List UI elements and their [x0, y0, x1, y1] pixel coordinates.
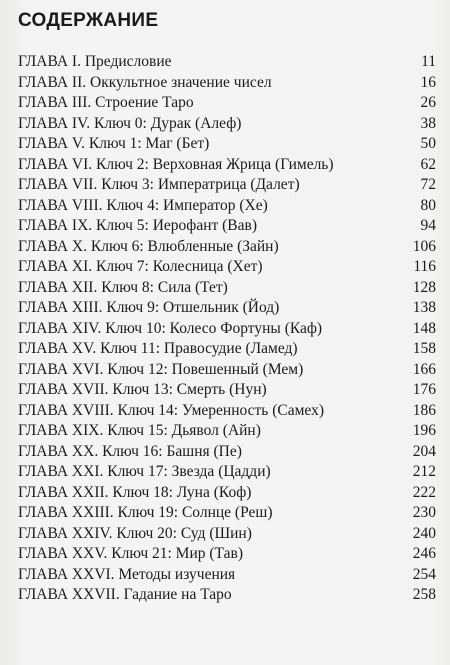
toc-entry-title: ГЛАВА XV. Ключ 11: Правосудие (Ламед) [18, 340, 298, 357]
toc-entry-title: ГЛАВА XIV. Ключ 10: Колесо Фортуны (Каф) [18, 319, 323, 337]
toc-entry-page-number: 186 [412, 401, 436, 419]
toc-entry-title: ГЛАВА XXV. Ключ 21: Мир (Тав) [18, 545, 243, 562]
toc-entry-title: ГЛАВА I. Предисловие [18, 53, 172, 70]
toc-entry [18, 134, 436, 155]
toc-entry [18, 175, 436, 196]
toc-entry-page-number: 246 [412, 545, 436, 562]
toc-entry-title: ГЛАВА IV. Ключ 0: Дурак (Алеф) [18, 114, 242, 132]
table-of-contents [18, 52, 436, 606]
toc-entry [18, 565, 436, 586]
toc-entry [18, 196, 436, 217]
toc-entry-page-number: 80 [420, 196, 436, 214]
toc-entry-title: ГЛАВА XXIII. Ключ 19: Солнце (Реш) [18, 504, 273, 521]
toc-entry-title: ГЛАВА XVI. Ключ 12: Повешенный (Мем) [18, 360, 304, 378]
toc-entry-title: ГЛАВА XXI. Ключ 17: Звезда (Цадди) [18, 463, 271, 480]
toc-entry-page-number: 222 [412, 483, 436, 501]
toc-entry [18, 155, 436, 176]
toc-entry-page-number: 16 [420, 73, 436, 91]
page-title: СОДЕРЖАНИЕ [18, 10, 159, 31]
toc-entry-title: ГЛАВА XX. Ключ 16: Башня (Пе) [18, 442, 242, 460]
toc-entry-title: ГЛАВА III. Строение Таро [18, 94, 194, 111]
toc-entry [18, 544, 436, 565]
toc-entry-title: ГЛАВА XVII. Ключ 13: Смерть (Нун) [18, 381, 267, 398]
toc-entry-title: ГЛАВА VII. Ключ 3: Императрица (Далет) [18, 176, 300, 193]
toc-entry [18, 216, 436, 237]
toc-entry-title: ГЛАВА XI. Ключ 7: Колесница (Хет) [18, 258, 263, 275]
toc-entry-page-number: 258 [412, 586, 436, 603]
toc-entry-title: ГЛАВА XVIII. Ключ 14: Умеренность (Самех) [18, 401, 324, 419]
toc-entry-title: ГЛАВА XXVII. Гадание на Таро [18, 586, 232, 603]
toc-entry-page-number: 204 [412, 442, 436, 460]
toc-entry [18, 462, 436, 483]
toc-entry-page-number: 230 [412, 504, 436, 521]
toc-entry-page-number: 128 [412, 278, 436, 296]
toc-entry-page-number: 254 [412, 565, 436, 583]
toc-entry [18, 278, 436, 299]
toc-entry-page-number: 72 [420, 176, 436, 193]
toc-entry-page-number: 240 [412, 524, 436, 542]
toc-entry-page-number: 166 [412, 360, 436, 378]
toc-entry-page-number: 176 [412, 381, 436, 398]
toc-entry-title: ГЛАВА XXIV. Ключ 20: Суд (Шин) [18, 524, 252, 542]
toc-entry [18, 524, 436, 545]
toc-entry [18, 401, 436, 422]
toc-entry-page-number: 116 [413, 258, 436, 275]
toc-entry [18, 52, 436, 73]
toc-entry-title: ГЛАВА XIII. Ключ 9: Отшельник (Йод) [18, 299, 280, 316]
toc-entry [18, 503, 436, 524]
toc-entry [18, 585, 436, 606]
toc-entry-page-number: 26 [420, 94, 436, 111]
toc-entry [18, 93, 436, 114]
toc-entry [18, 421, 436, 442]
toc-entry-page-number: 148 [412, 319, 436, 337]
toc-entry-page-number: 38 [420, 114, 436, 132]
toc-entry [18, 73, 436, 94]
toc-entry-page-number: 11 [421, 53, 436, 70]
toc-entry [18, 114, 436, 135]
toc-entry [18, 237, 436, 258]
toc-entry-page-number: 158 [412, 340, 436, 357]
toc-entry [18, 442, 436, 463]
toc-entry [18, 339, 436, 360]
toc-entry-title: ГЛАВА X. Ключ 6: Влюбленные (Зайн) [18, 237, 279, 255]
toc-entry-title: ГЛАВА XIX. Ключ 15: Дьявол (Айн) [18, 422, 261, 439]
toc-entry-page-number: 196 [412, 422, 436, 439]
toc-entry-title: ГЛАВА VIII. Ключ 4: Император (Хе) [18, 196, 268, 214]
toc-entry [18, 298, 436, 319]
toc-entry-title: ГЛАВА XXII. Ключ 18: Луна (Коф) [18, 483, 252, 501]
toc-entry-title: ГЛАВА IX. Ключ 5: Иерофант (Вав) [18, 217, 258, 234]
toc-entry [18, 257, 436, 278]
toc-entry-page-number: 212 [412, 463, 436, 480]
toc-entry [18, 360, 436, 381]
toc-entry-page-number: 62 [420, 155, 436, 173]
toc-entry [18, 483, 436, 504]
toc-entry-page-number: 106 [412, 237, 436, 255]
toc-entry-title: ГЛАВА V. Ключ 1: Маг (Бет) [18, 135, 210, 152]
toc-entry-page-number: 50 [420, 135, 436, 152]
toc-entry-page-number: 94 [420, 217, 436, 234]
toc-entry [18, 380, 436, 401]
toc-entry-title: ГЛАВА XXVI. Методы изучения [18, 565, 236, 583]
toc-entry-title: ГЛАВА XII. Ключ 8: Сила (Тет) [18, 278, 228, 296]
toc-entry [18, 319, 436, 340]
toc-entry-title: ГЛАВА II. Оккультное значение чисел [18, 73, 272, 91]
toc-entry-title: ГЛАВА VI. Ключ 2: Верховная Жрица (Гимель) [18, 155, 334, 173]
toc-entry-page-number: 138 [412, 299, 436, 316]
